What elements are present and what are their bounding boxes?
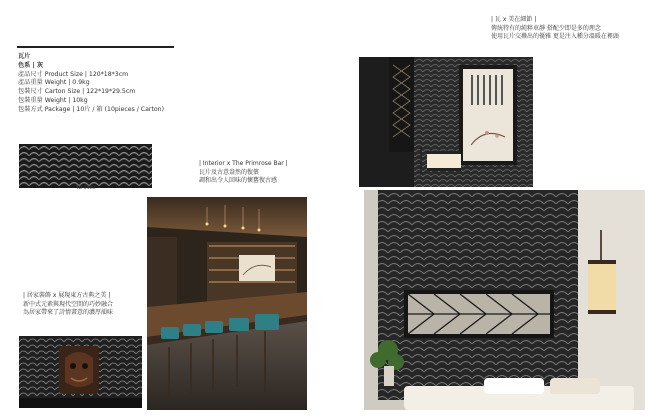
caption-line: 為居家帶來了詩情畫意的濃厚韻味 [23, 309, 114, 317]
ornament-wall-photo [19, 336, 142, 408]
caption-line: 傳統特有的純粹車靜 搭配少即是多的理念 [491, 24, 601, 32]
caption-title: | Interior x The Primrose Bar | [199, 160, 288, 167]
tile-sample-image [19, 144, 152, 188]
wall-calligraphy-photo [359, 57, 533, 187]
caption-title: | 居家裝飾 x 展現東方古典之美 | [23, 292, 111, 299]
caption-line: 瓦片及古意盎然的復儐 [199, 168, 260, 176]
caption-top-right [491, 16, 619, 42]
caption-line: 使用瓦片交疊出的優雅 更是注入種分溫暖在裡頭 [491, 33, 619, 41]
bar-interior-photo [147, 197, 307, 410]
caption-line: 新中式元素與現代空間的巧妙融合 [23, 300, 114, 308]
spec-line: 產品尺寸 Product Size | 120*18*3cm [18, 70, 129, 78]
tile-code: TD 3400 [75, 186, 96, 191]
caption-home [23, 292, 113, 318]
caption-bar [199, 160, 288, 186]
caption-title: | 瓦 x 美在細節 | [491, 16, 537, 23]
product-title: 瓦片 [18, 53, 31, 60]
spec-line: 包裝方式 Package | 10片 / 箱 (10pieces / Carton) [18, 105, 165, 113]
spec-line: 包裝重量 Weight | 10kg [18, 96, 88, 104]
caption-line: 調和出令人回味的懷舊復古感 [199, 177, 278, 185]
spec-line: 產品重量 Weight | 0.9kg [18, 79, 90, 87]
title-rule [17, 46, 174, 48]
spec-line: 包裝尺寸 Carton Size | 122*19*29.5cm [18, 88, 136, 96]
product-series: 色系 | 灰 [18, 61, 44, 69]
product-spec [18, 53, 164, 115]
living-room-partition-photo [364, 190, 645, 410]
